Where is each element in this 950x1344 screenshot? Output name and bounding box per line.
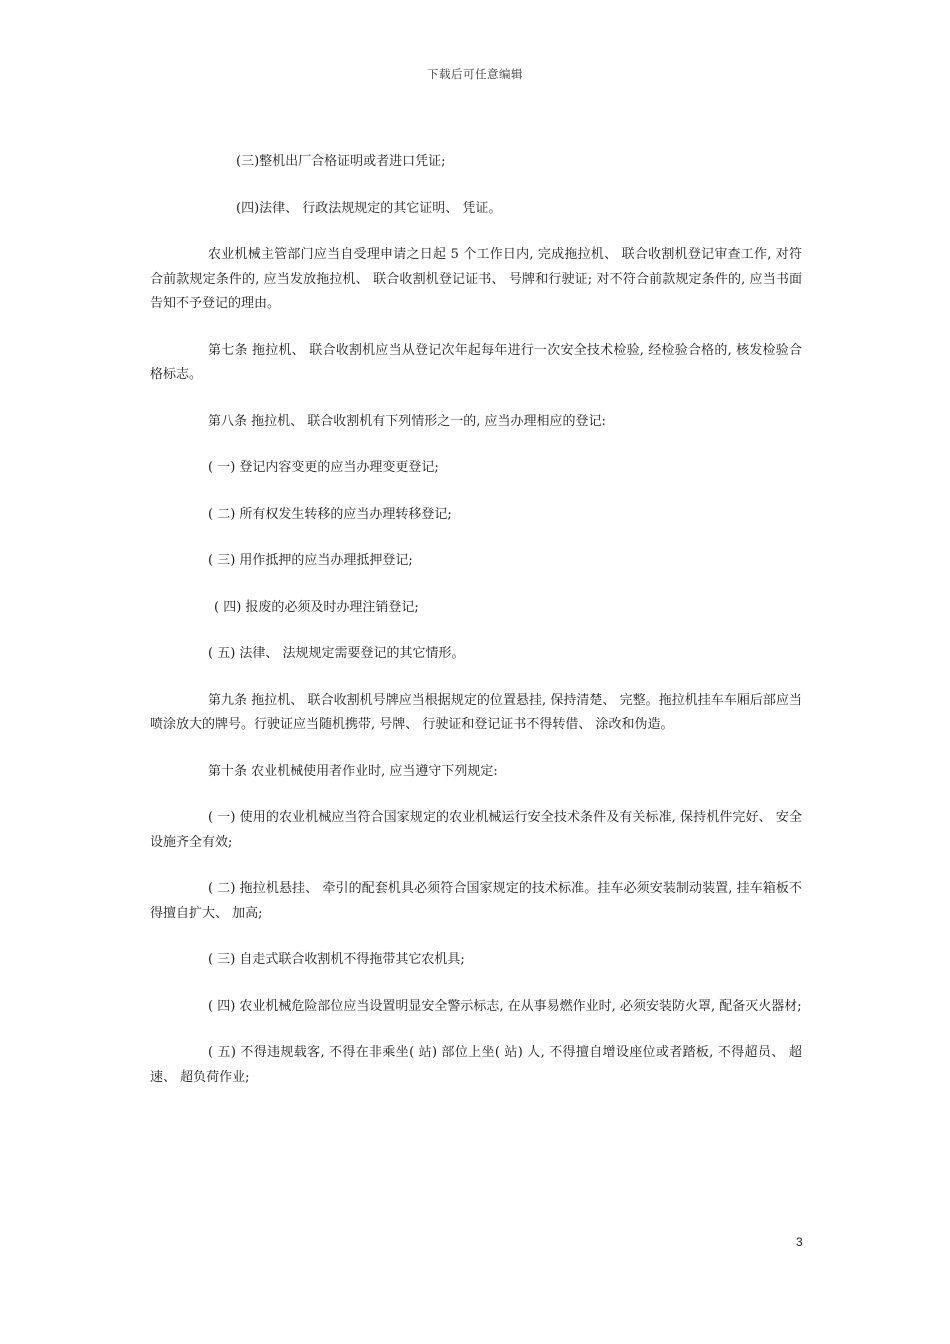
page-number: 3: [796, 1235, 803, 1249]
paragraph-item-4: (四)法律、 行政法规规定的其它证明、 凭证。: [236, 200, 502, 216]
paragraph-article-10-item-5: ( 五) 不得违规载客, 不得在非乘坐( 站) 部位上坐( 站) 人, 不得擅自增设座位或者踏板, 不得超员、 超速、 超负荷作业;: [150, 1045, 802, 1085]
paragraph-article-7: 第七条 拖拉机、 联合收割机应当从登记次年起每年进行一次安全技术检验, 经检验合格的, 核发检验合格标志。: [150, 342, 802, 382]
paragraph-article-8-item-4: ( 四) 报废的必须及时办理注销登记;: [214, 599, 419, 615]
paragraph-item-3: (三)整机出厂合格证明或者进口凭证;: [236, 154, 446, 169]
paragraph-article-8-item-1: ( 一) 登记内容变更的应当办理变更登记;: [208, 460, 439, 475]
paragraph-article-9: 第九条 拖拉机、 联合收割机号牌应当根据规定的位置悬挂, 保持清楚、 完整。拖拉机挂车车厢后部应当喷涂放大的牌号。行驶证应当随机携带, 号牌、 行驶证和登记证书不得转借、 涂改和伪造。: [150, 692, 802, 732]
paragraph-article-10-item-3: ( 三) 自走式联合收割机不得拖带其它农机具;: [208, 952, 465, 967]
paragraph-article-8-item-2: ( 二) 所有权发生转移的应当办理转移登记;: [208, 506, 452, 522]
paragraph-article-10-item-1: ( 一) 使用的农业机械应当符合国家规定的农业机械运行安全技术条件及有关标准, 保持机件完好、 安全设施齐全有效;: [150, 810, 802, 850]
paragraph-article-8-item-5: ( 五) 法律、 法规规定需要登记的其它情形。: [208, 646, 465, 661]
page-header: 下载后可任意编辑: [427, 67, 523, 81]
paragraph-registration-review: 农业机械主管部门应当自受理申请之日起 5 个工作日内, 完成拖拉机、 联合收割机登记审查工作, 对符合前款规定条件的, 应当发放拖拉机、 联合收割机登记证书、 号牌和行驶证; 对不符合前款规定条件的, 应当书面告知不予登记的理由。: [150, 247, 802, 311]
paragraph-article-10: 第十条 农业机械使用者作业时, 应当遵守下列规定:: [208, 763, 498, 779]
paragraph-article-8-item-3: ( 三) 用作抵押的应当办理抵押登记;: [208, 553, 413, 568]
paragraph-article-10-item-2: ( 二) 拖拉机悬挂、 牵引的配套机具必须符合国家规定的技术标准。挂车必须安装制动装置, 挂车箱板不得擅自扩大、 加高;: [150, 881, 802, 921]
paragraph-article-8: 第八条 拖拉机、 联合收割机有下列情形之一的, 应当办理相应的登记:: [208, 413, 606, 429]
document-body: [150, 150, 802, 1090]
paragraph-article-10-item-4: ( 四) 农业机械危险部位应当设置明显安全警示标志, 在从事易燃作业时, 必须安装防火罩, 配备灭火器材;: [208, 998, 802, 1014]
